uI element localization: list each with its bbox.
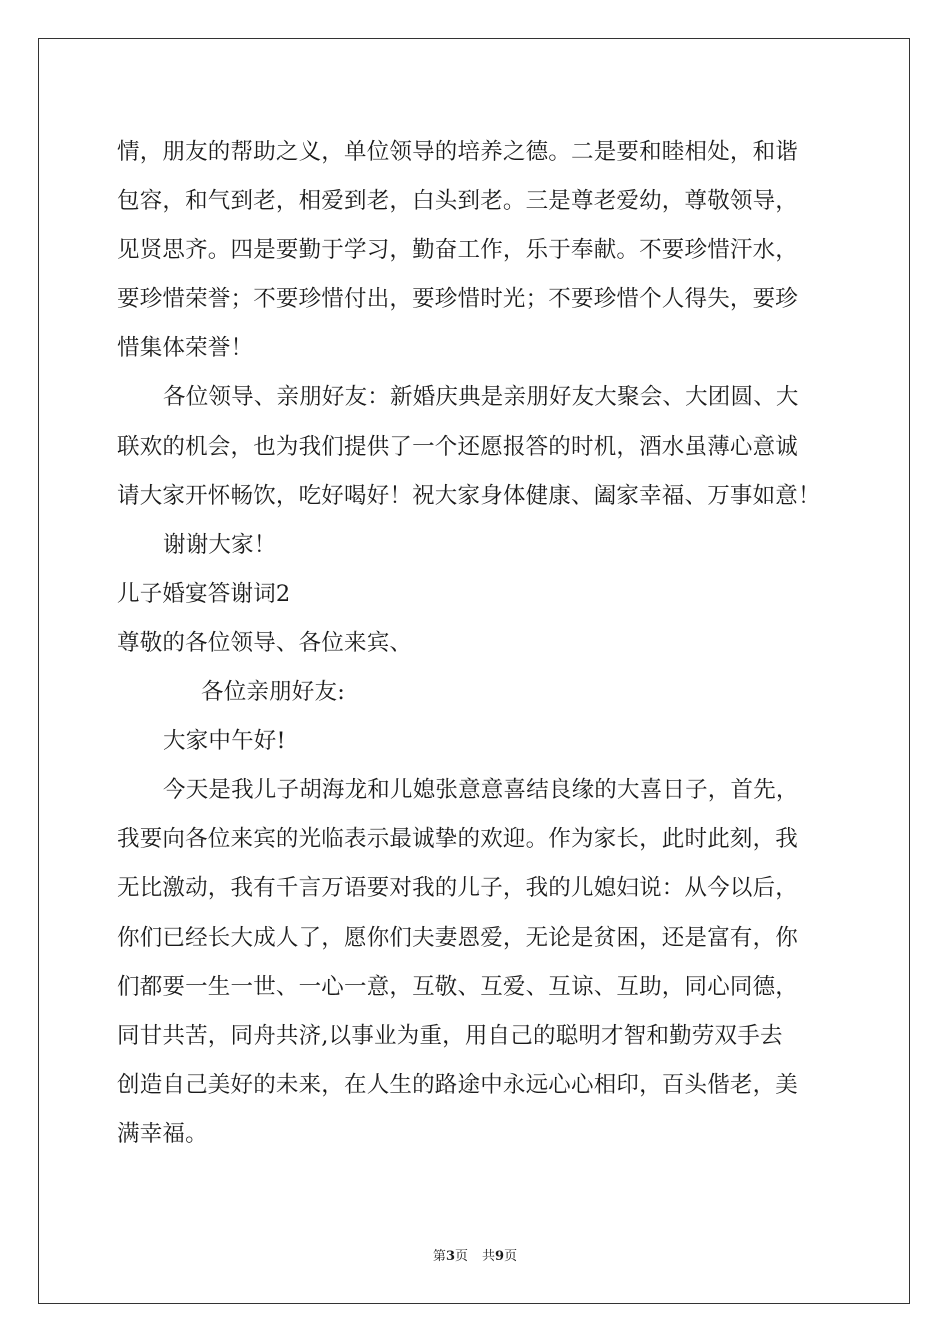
text-line: 我要向各位来宾的光临表示最诚挚的欢迎。作为家长，此时此刻，我: [117, 826, 799, 853]
page-suffix: 页: [454, 1249, 468, 1264]
greeting-line: 大家中午好!: [163, 728, 286, 755]
text-line: 无比激动，我有千言万语要对我的儿子，我的儿媳妇说：从今以后，: [117, 875, 799, 902]
text-line: 们都要一生一世、一心一意，互敬、互爱、互谅、互助，同心同德，: [117, 973, 799, 1000]
page-total: 9: [495, 1249, 505, 1264]
paragraph-start: 今天是我儿子胡海龙和儿媳张意意喜结良缘的大喜日子，首先，: [163, 777, 799, 804]
page-prefix: 第: [432, 1249, 446, 1264]
document-body: [117, 128, 847, 1159]
text-line: 联欢的机会，也为我们提供了一个还愿报答的时机，酒水虽薄心意诚: [117, 433, 799, 460]
text-line: 见贤思齐。四是要勤于学习，勤奋工作，乐于奉献。不要珍惜汗水，: [117, 237, 799, 264]
salutation-line: 尊敬的各位领导、各位来宾、: [117, 629, 413, 656]
paragraph-start: 各位领导、亲朋好友：新婚庆典是亲朋好友大聚会、大团圆、大: [163, 384, 799, 411]
text-line: 同甘共苦，同舟共济,以事业为重，用自己的聪明才智和勤劳双手去: [117, 1022, 783, 1049]
page-footer: [0, 1245, 950, 1264]
total-suffix: 页: [504, 1249, 518, 1264]
text-line: 请大家开怀畅饮，吃好喝好！祝大家身体健康、阖家幸福、万事如意！: [117, 482, 821, 509]
text-line: 你们已经长大成人了，愿你们夫妻恩爱，无论是贫困，还是富有，你: [117, 924, 799, 951]
text-line: 要珍惜荣誉；不要珍惜付出，要珍惜时光；不要珍惜个人得失，要珍: [117, 286, 799, 313]
page-current: 3: [445, 1249, 455, 1264]
text-line: 满幸福。: [117, 1120, 208, 1147]
text-line: 包容，和气到老，相爱到老，白头到老。三是尊老爱幼，尊敬领导，: [117, 188, 799, 215]
section-title: 儿子婚宴答谢词2: [117, 580, 291, 607]
thanks-line: 谢谢大家！: [163, 531, 277, 558]
text-line: 情，朋友的帮助之义，单位领导的培养之德。二是要和睦相处，和谐: [117, 139, 799, 165]
text-line: 创造自己美好的未来，在人生的路途中永远心心相印，百头偕老，美: [117, 1071, 799, 1098]
total-prefix: 共: [482, 1249, 496, 1264]
salutation-line: 各位亲朋好友:: [201, 679, 345, 706]
text-line: 惜集体荣誉！: [117, 335, 254, 362]
